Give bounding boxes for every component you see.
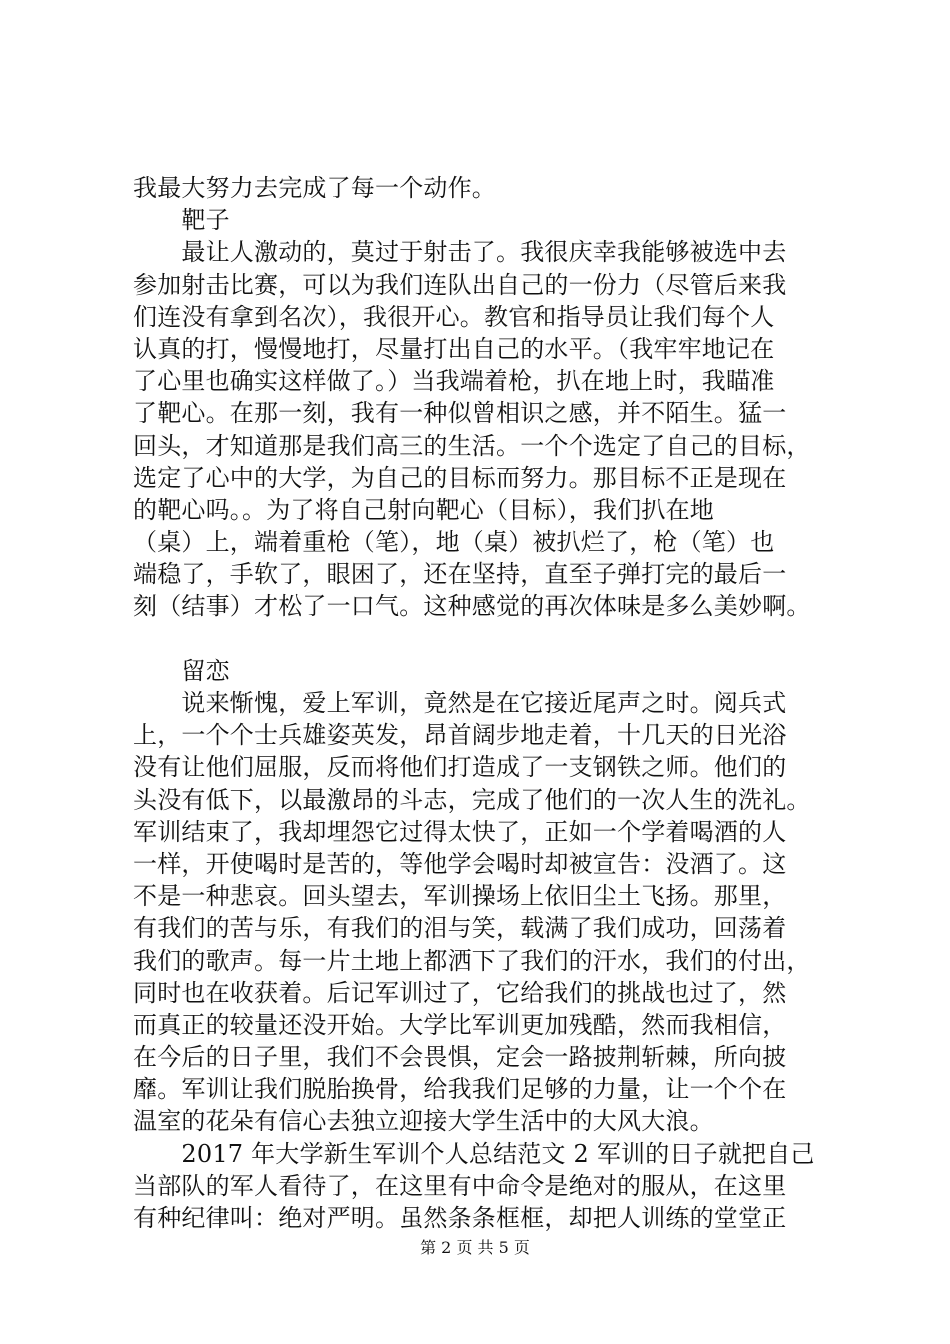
- page-footer: 第 2 页 共 5 页: [420, 1238, 530, 1257]
- text-line: 一样，开使喝时是苦的，等他学会喝时却被宣告：没酒了。这: [133, 849, 787, 878]
- text-line: 头没有低下，以最激昂的斗志，完成了他们的一次人生的洗礼。: [133, 785, 811, 814]
- text-line: 了心里也确实这样做了。）当我端着枪，扒在地上时，我瞄准: [133, 367, 775, 396]
- text-line: 我最大努力去完成了每一个动作。: [133, 174, 496, 202]
- text-line: 同时也在收获着。后记军训过了，它给我们的挑战也过了，然: [133, 978, 787, 1007]
- text-line: 的靶心吗。。为了将自己射向靶心（目标），我们扒在地: [133, 495, 714, 524]
- text-line: 选定了心中的大学，为自己的目标而努力。那目标不正是现在: [133, 463, 787, 492]
- text-line: 在今后的日子里，我们不会畏惧，定会一路披荆斩棘，所向披: [133, 1043, 787, 1072]
- text-line: 端稳了，手软了，眼困了，还在坚持，直至子弹打完的最后一: [133, 560, 787, 589]
- text-line: 有我们的苦与乐，有我们的泪与笑，载满了我们成功，回荡着: [133, 914, 787, 943]
- text-line: 刻（结事）才松了一口气。这种感觉的再次体味是多么美妙啊。: [133, 592, 811, 621]
- text-line: 我们的歌声。每一片土地上都洒下了我们的汗水，我们的付出，: [133, 946, 811, 975]
- text-line: 上，一个个士兵雄姿英发，昂首阔步地走着，十几天的日光浴: [133, 721, 787, 750]
- text-line: 了靶心。在那一刻，我有一种似曾相识之感，并不陌生。猛一: [133, 399, 787, 428]
- text-line: 没有让他们屈服，反而将他们打造成了一支钢铁之师。他们的: [133, 753, 787, 782]
- text-line: 参加射击比赛，可以为我们连队出自己的一份力（尽管后来我: [133, 270, 787, 299]
- blank-line: [133, 623, 833, 655]
- body-text: [133, 172, 833, 1234]
- text-line: 不是一种悲哀。回头望去，军训操场上依旧尘土飞扬。那里，: [133, 882, 787, 911]
- text-line: 认真的打，慢慢地打，尽量打出自己的水平。（我牢牢地记在: [133, 334, 775, 363]
- text-line: 2017 年大学新生军训个人总结范文 2 军训的日子就把自己: [133, 1139, 815, 1168]
- text-line: 靡。军训让我们脱胎换骨，给我我们足够的力量，让一个个在: [133, 1075, 787, 1104]
- text-line: 们连没有拿到名次），我很开心。教官和指导员让我们每个人: [133, 302, 775, 331]
- text-line: 而真正的较量还没开始。大学比军训更加残酷，然而我相信，: [133, 1010, 787, 1039]
- text-line: 军训结束了，我却埋怨它过得太快了，正如一个学着喝酒的人: [133, 817, 787, 846]
- text-line: 当部队的军人看待了，在这里有中命令是绝对的服从，在这里: [133, 1171, 787, 1200]
- text-line: 有种纪律叫：绝对严明。虽然条条框框，却把人训练的堂堂正: [133, 1204, 787, 1232]
- section-heading: 靶子: [133, 206, 230, 235]
- text-line: 最让人激动的，莫过于射击了。我很庆幸我能够被选中去: [133, 238, 787, 267]
- section-heading: 留恋: [133, 656, 230, 685]
- text-line: 回头，才知道那是我们高三的生活。一个个选定了自己的目标，: [133, 431, 811, 460]
- text-line: （桌）上，端着重枪（笔），地（桌）被扒烂了，枪（笔）也: [133, 528, 775, 557]
- text-line: 温室的花朵有信心去独立迎接大学生活中的大风大浪。: [133, 1107, 714, 1136]
- text-line: 说来惭愧，爱上军训，竟然是在它接近尾声之时。阅兵式: [133, 689, 787, 717]
